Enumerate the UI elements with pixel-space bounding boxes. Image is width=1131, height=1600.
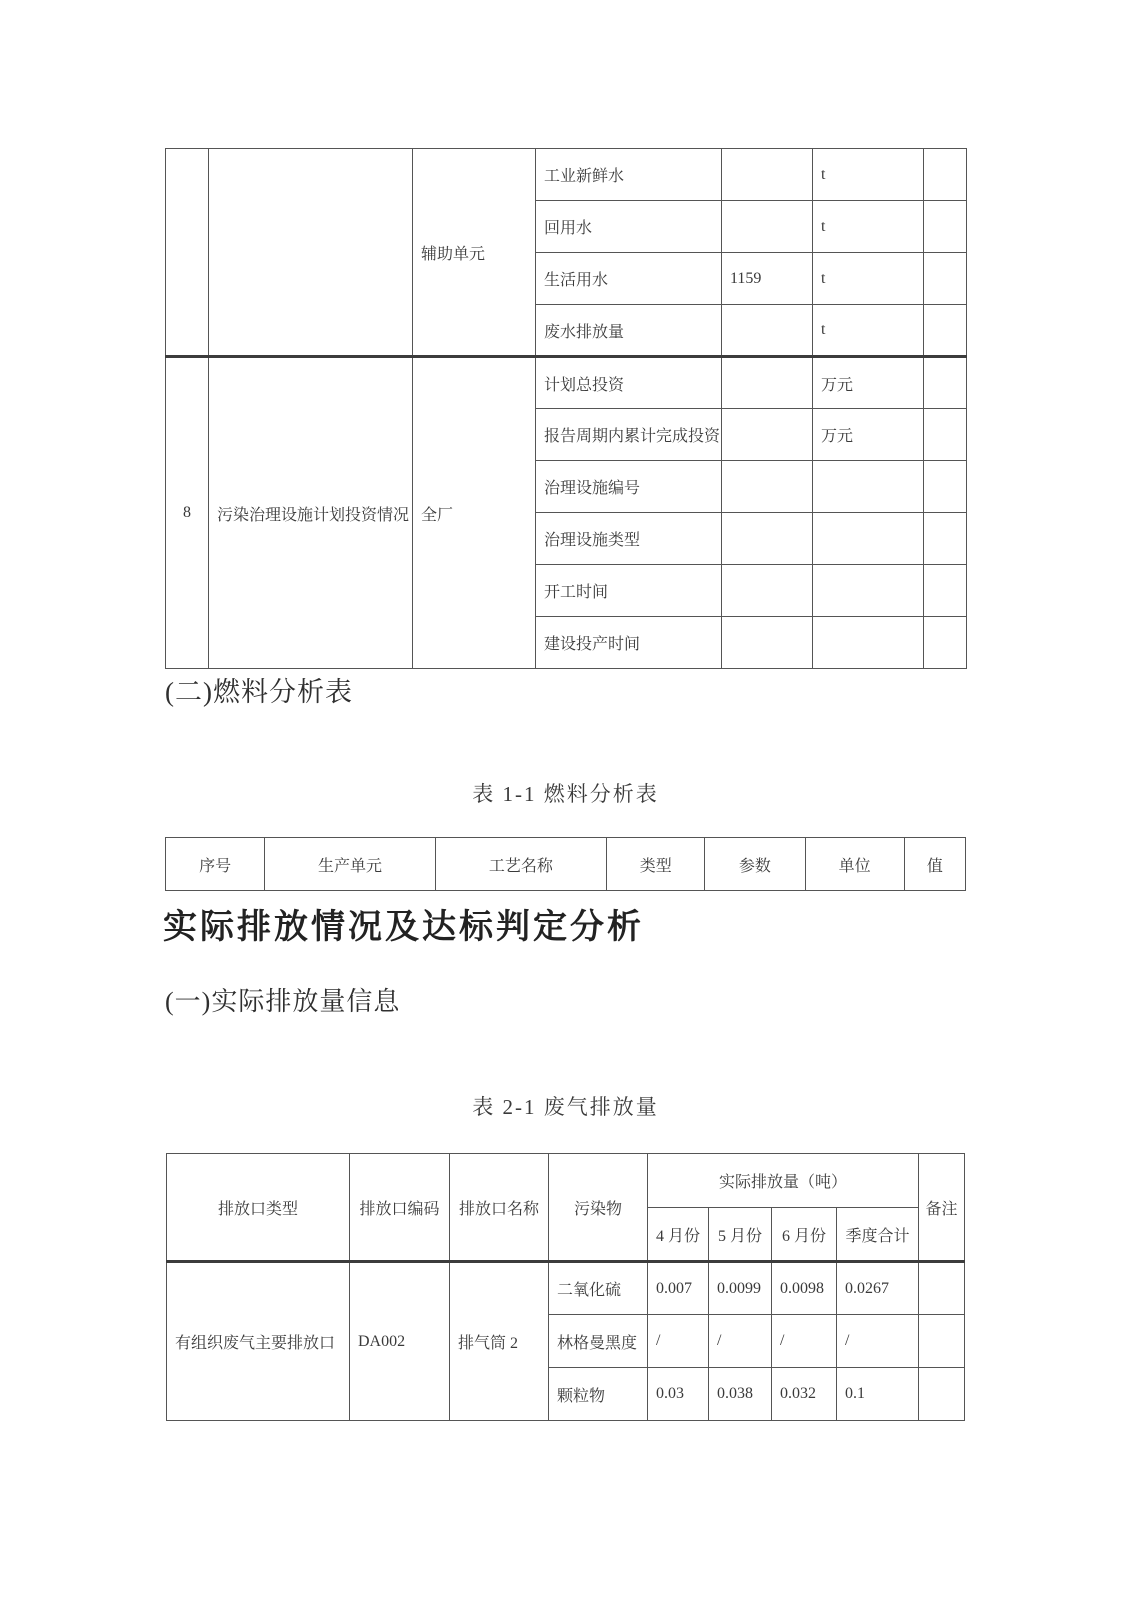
param-cell: 建设投产时间 xyxy=(536,617,722,669)
param-cell: 报告周期内累计完成投资 xyxy=(536,409,722,461)
may-value-cell: 0.038 xyxy=(709,1368,772,1421)
header-outlet-type: 排放口类型 xyxy=(167,1154,350,1262)
note-cell xyxy=(924,513,967,565)
pollutant-cell: 林格曼黑度 xyxy=(549,1315,648,1368)
outlet-type-cell: 有组织废气主要排放口 xyxy=(167,1262,350,1421)
chapter-title: 实际排放情况及达标判定分析 xyxy=(163,909,644,946)
note-cell xyxy=(919,1262,965,1315)
value-cell xyxy=(722,357,813,409)
table-row xyxy=(167,1262,965,1315)
pollutant-cell: 二氧化硫 xyxy=(549,1262,648,1315)
note-cell xyxy=(919,1368,965,1421)
fuel-table-caption: 表 1-1 燃料分析表 xyxy=(472,782,659,806)
param-cell: 治理设施编号 xyxy=(536,461,722,513)
header-production-unit: 生产单元 xyxy=(265,838,435,891)
unit-of-measure-cell xyxy=(813,565,924,617)
unit-of-measure-cell xyxy=(813,513,924,565)
value-cell xyxy=(722,305,813,357)
value-cell xyxy=(722,461,813,513)
item-name-cell: 污染治理设施计划投资情况 xyxy=(209,357,413,669)
quarter-total-cell: 0.0267 xyxy=(837,1262,919,1315)
unit-of-measure-cell xyxy=(813,617,924,669)
emission-section-heading: (一)实际排放量信息 xyxy=(165,987,401,1016)
value-cell xyxy=(722,565,813,617)
gas-table-caption: 表 2-1 废气排放量 xyxy=(472,1095,659,1119)
value-cell xyxy=(722,201,813,253)
note-cell xyxy=(924,305,967,357)
table-row xyxy=(166,357,967,409)
april-value-cell: / xyxy=(648,1315,709,1368)
fuel-section-heading: (二)燃料分析表 xyxy=(165,677,353,707)
table-header-row xyxy=(167,1154,965,1208)
unit-of-measure-cell: t xyxy=(813,149,924,201)
pollutant-cell: 颗粒物 xyxy=(549,1368,648,1421)
header-unit: 单位 xyxy=(805,838,904,891)
unit-of-measure-cell: t xyxy=(813,305,924,357)
header-month-may: 5 月份 xyxy=(709,1208,772,1262)
outlet-name-cell: 排气筒 2 xyxy=(450,1262,549,1421)
june-value-cell: / xyxy=(772,1315,837,1368)
april-value-cell: 0.03 xyxy=(648,1368,709,1421)
param-cell: 废水排放量 xyxy=(536,305,722,357)
unit-cell: 全厂 xyxy=(413,357,536,669)
quarter-total-cell: / xyxy=(837,1315,919,1368)
seq-cell: 8 xyxy=(166,357,209,669)
item-name-cell xyxy=(209,149,413,357)
unit-of-measure-cell xyxy=(813,461,924,513)
seq-cell xyxy=(166,149,209,357)
note-cell xyxy=(924,409,967,461)
note-cell xyxy=(924,357,967,409)
april-value-cell: 0.007 xyxy=(648,1262,709,1315)
june-value-cell: 0.0098 xyxy=(772,1262,837,1315)
value-cell xyxy=(722,149,813,201)
param-cell: 治理设施类型 xyxy=(536,513,722,565)
unit-of-measure-cell: t xyxy=(813,253,924,305)
value-cell xyxy=(722,617,813,669)
table-row xyxy=(166,149,967,201)
header-value: 值 xyxy=(904,838,965,891)
unit-of-measure-cell: 万元 xyxy=(813,409,924,461)
param-cell: 工业新鲜水 xyxy=(536,149,722,201)
facility-indicators-table xyxy=(165,148,967,669)
unit-of-measure-cell: 万元 xyxy=(813,357,924,409)
unit-of-measure-cell: t xyxy=(813,201,924,253)
may-value-cell: / xyxy=(709,1315,772,1368)
header-month-april: 4 月份 xyxy=(648,1208,709,1262)
outlet-code-cell: DA002 xyxy=(350,1262,450,1421)
note-cell xyxy=(924,149,967,201)
header-outlet-code: 排放口编码 xyxy=(350,1154,450,1262)
quarter-total-cell: 0.1 xyxy=(837,1368,919,1421)
header-seq: 序号 xyxy=(166,838,265,891)
header-process-name: 工艺名称 xyxy=(435,838,606,891)
note-cell xyxy=(924,461,967,513)
param-cell: 计划总投资 xyxy=(536,357,722,409)
header-parameter: 参数 xyxy=(705,838,805,891)
table-header-row xyxy=(166,838,966,891)
note-cell xyxy=(924,617,967,669)
note-cell xyxy=(924,253,967,305)
param-cell: 开工时间 xyxy=(536,565,722,617)
june-value-cell: 0.032 xyxy=(772,1368,837,1421)
header-actual-emission: 实际排放量（吨） xyxy=(648,1154,919,1208)
fuel-analysis-table xyxy=(165,837,966,891)
header-outlet-name: 排放口名称 xyxy=(450,1154,549,1262)
header-type: 类型 xyxy=(607,838,705,891)
header-month-june: 6 月份 xyxy=(772,1208,837,1262)
waste-gas-emission-table xyxy=(166,1153,965,1421)
may-value-cell: 0.0099 xyxy=(709,1262,772,1315)
value-cell xyxy=(722,409,813,461)
note-cell xyxy=(919,1315,965,1368)
header-quarter-total: 季度合计 xyxy=(837,1208,919,1262)
param-cell: 回用水 xyxy=(536,201,722,253)
note-cell xyxy=(924,201,967,253)
note-cell xyxy=(924,565,967,617)
param-cell: 生活用水 xyxy=(536,253,722,305)
header-note: 备注 xyxy=(919,1154,965,1262)
unit-cell: 辅助单元 xyxy=(413,149,536,357)
value-cell: 1159 xyxy=(722,253,813,305)
header-pollutant: 污染物 xyxy=(549,1154,648,1262)
value-cell xyxy=(722,513,813,565)
